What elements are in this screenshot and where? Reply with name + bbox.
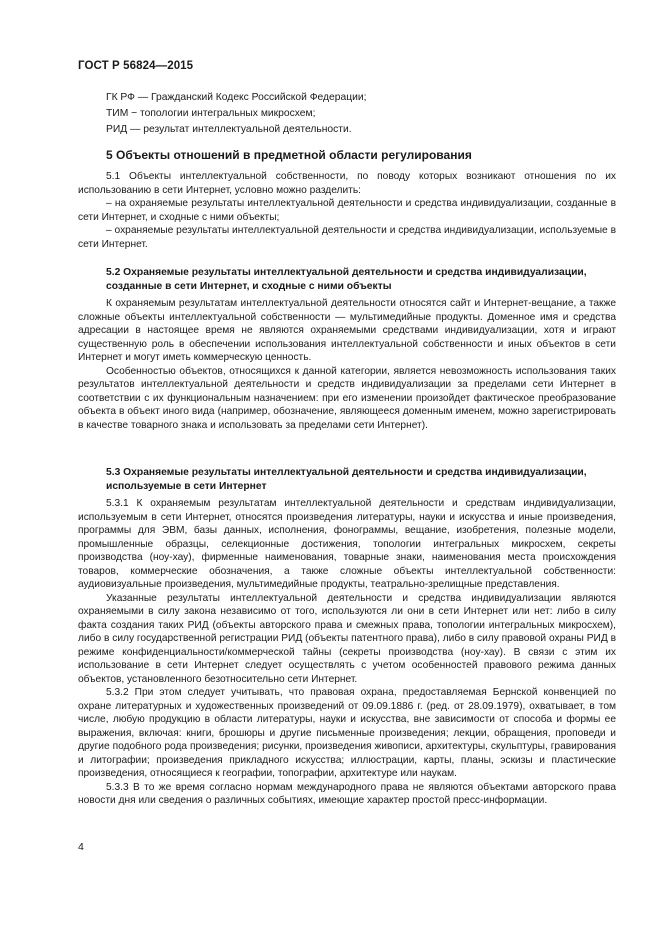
paragraph: Особенностью объектов, относящихся к данной категории, является невозможность использования таких результатов интеллектуальной деятельности и средств индивидуализации за пределами сети Интернет в соответствии с их функциональным назначением: при его изменении произойдет фактическое преобразование объекта в объект иного вида (например, обозначение, являющееся доменным именем, можно зарегистрировать в качестве товарного знака и использовать за пределами сети Интернет). bbox=[78, 365, 616, 431]
page-number: 4 bbox=[78, 841, 84, 853]
paragraph-5-3-1: 5.3.1 К охраняемым результатам интеллектуальной деятельности и средствам индивидуализации, используемым в сети Интернет, относятся произведения литературы, науки и искусства и иные произведения, программы для ЭВМ, базы данных, исполнения, фонограммы, вещание, изобретения, полезные модели, промышленные образцы, селекционные достижения, топологии интегральных микросхем, секреты производства (ноу-хау), фирменные наименования, товарные знаки, наименования места происхождения товаров, коммерческие обозначения, а также сложные объекты интеллектуальной собственности: аудиовизуальные произведения, мультимедийные продукты, театрально-зрелищные представления. bbox=[78, 498, 616, 590]
paragraph-5-3-2: 5.3.2 При этом следует учитывать, что правовая охрана, предоставляемая Бернской конвенцией по охране литературных и художественных произведений от 09.09.1886 г. (ред. от 28.09.1979), охватывает, в том числе, любую продукцию в области литературы, науки и искусства, вне зависимости от способа и формы ее выражения, включая: книги, брошюры и другие письменные произведения; лекции, обращения, проповеди и другие подобного рода произведения; рисунки, произведения живописи, архитектуры, скульптуры, гравирования и литографии; произведения прикладного искусства; иллюстрации, карты, планы, эскизы и пластические произведения, относящиеся к географии, топографии, архитектуре или наукам. bbox=[78, 687, 616, 779]
list-item: – на охраняемые результаты интеллектуальной деятельности и средства индивидуализации, созданные в сети Интернет, и сходные с ними объекты; bbox=[78, 198, 616, 223]
paragraph-5-1: 5.1 Объекты интеллектуальной собственности, по поводу которых возникают отношения по их использованию в сети Интернет, условно можно разделить: bbox=[78, 171, 616, 196]
section-5-2-body bbox=[78, 297, 616, 432]
section-5-2-title: 5.2 Охраняемые результаты интеллектуальной деятельности и средства индивидуализации, созданные в сети Интернет, и сходные с ними объекты bbox=[106, 267, 587, 292]
standard-header: ГОСТ Р 56824—2015 bbox=[78, 60, 194, 72]
abbreviation-item: РИД — результат интеллектуальной деятельности. bbox=[106, 124, 352, 135]
section-5-title: 5 Объекты отношений в предметной области регулирования bbox=[106, 148, 472, 162]
abbreviation-item: ГК РФ — Гражданский Кодекс Российской Федерации; bbox=[106, 92, 367, 103]
paragraph: Указанные результаты интеллектуальной деятельности и средства индивидуализации являются охраняемыми в силу закона независимо от того, используются ли они в сети Интернет или нет: либо в силу факта создания таких РИД (объекты авторского права и смежных права, топологии интегральных микросхем), либо в силу государственной регистрации РИД (объекты патентного права), либо в силу правовой охраны РИД в режиме конфиденциальности/коммерческой тайны (секреты производства (ноу-хау). В связи с этим их использование в сети Интернет следует осуществлять с учетом особенностей правового режима данных объектов, установленного безотносительно сети Интернет. bbox=[78, 592, 616, 685]
paragraph: К охраняемым результатам интеллектуальной деятельности относятся сайт и Интернет-вещание, а также сложные объекты интеллектуальной собственности — мультимедийные продукты. Доменное имя и средства адресации в настоящее время не являются охраняемыми средствами индивидуализации, хотя и играют существенную роль в обеспечении использования интеллектуальной собственности и иных объектов в сети Интернет и могут иметь коммерческую ценность. bbox=[78, 298, 616, 363]
section-5-3-title: 5.3 Охраняемые результаты интеллектуальной деятельности и средства индивидуализации, используемые в сети Интернет bbox=[106, 467, 587, 492]
abbreviation-item: ТИМ − топологии интегральных микросхем; bbox=[106, 108, 316, 119]
paragraph-5-3-3: 5.3.3 В то же время согласно нормам международного права не являются объектами авторского права новости дня или сведения о различных событиях, имеющие характер простой пресс-информации. bbox=[78, 781, 616, 806]
section-5-body bbox=[78, 170, 616, 251]
list-item: – охраняемые результаты интеллектуальной деятельности и средства индивидуализации, используемые в сети Интернет. bbox=[78, 225, 616, 250]
section-5-3-body bbox=[78, 497, 616, 808]
abbreviation-list bbox=[78, 90, 616, 138]
